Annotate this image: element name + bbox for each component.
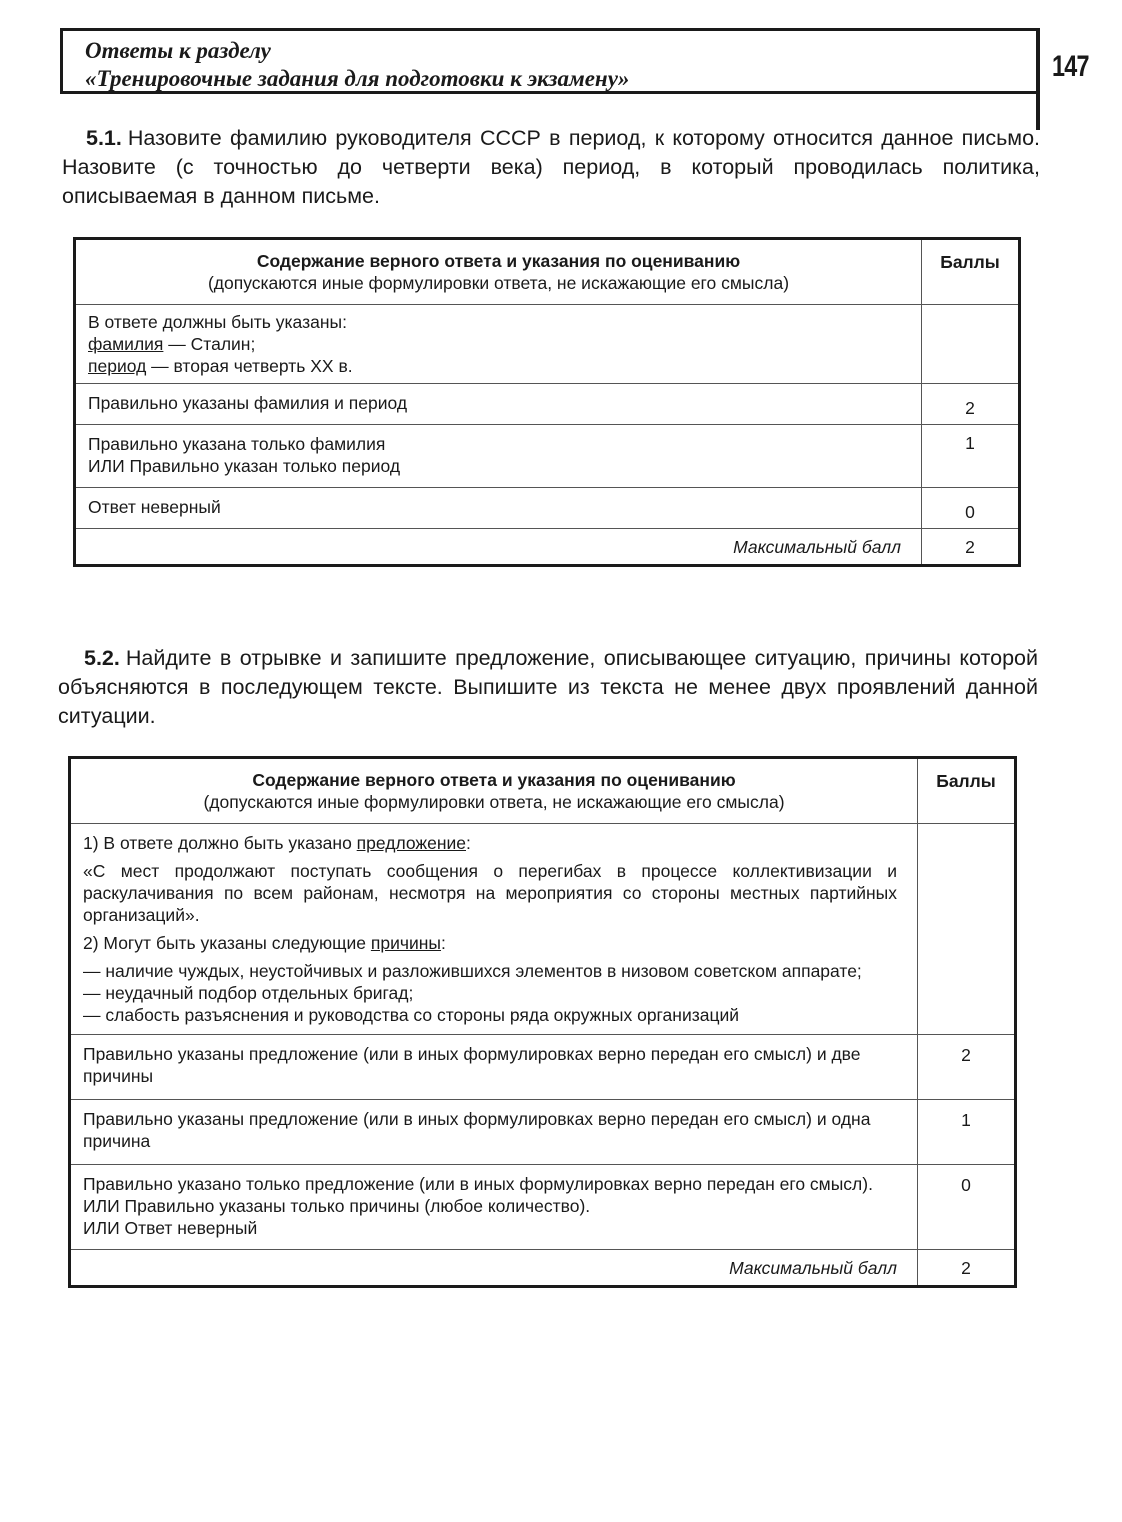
grading-table-5-1 xyxy=(73,237,1021,567)
score-value: 0 xyxy=(918,1165,1016,1250)
score-cell-empty xyxy=(922,305,1020,384)
table-row xyxy=(75,305,1020,384)
question-5-2 xyxy=(58,644,1038,731)
question-number: 5.1. xyxy=(86,126,122,150)
answer-intro: В ответе должны быть указаны: xyxy=(88,312,347,332)
score-header: Баллы xyxy=(918,758,1016,824)
reason-item: — слабость разъяснения и руководства со стороны ряда окружных организаций xyxy=(83,1005,740,1025)
answer-term: причины xyxy=(370,933,442,953)
table-header-row xyxy=(75,239,1020,305)
question-text: Найдите в отрывке и запишите предложение, описывающее ситуацию, причины которой объясняются в последующем тексте. Выпишите из текста не менее двух проявлений данной ситуации. xyxy=(58,646,1038,728)
score-value: 2 xyxy=(922,384,1020,425)
max-score-value: 2 xyxy=(922,529,1020,566)
answer-content xyxy=(75,305,922,384)
criterion-text: Правильно указано только предложение (или в иных формулировках верно передан его смысл). ИЛИ Правильно указаны только причины (любое количество). ИЛИ Ответ неверный xyxy=(70,1165,918,1250)
question-text: Назовите фамилию руководителя СССР в период, к которому относится данное письмо. Назовите (с точностью до четверти века) период, в который проводилась политика, описываемая в данном письме. xyxy=(62,126,1040,208)
section-header-line1: Ответы к разделу xyxy=(85,38,271,63)
content-header-title: Содержание верного ответа и указания по оцениванию xyxy=(256,251,741,271)
score-value: 0 xyxy=(922,488,1020,529)
table-max-row xyxy=(75,529,1020,566)
table-header-row xyxy=(70,758,1016,824)
answer-term: фамилия xyxy=(88,334,164,354)
header-rule xyxy=(1036,28,1040,130)
page-number: 147 xyxy=(1052,50,1089,83)
grading-table-5-2 xyxy=(68,756,1017,1288)
table-max-row xyxy=(70,1250,1016,1287)
score-value: 2 xyxy=(918,1035,1016,1100)
table-row xyxy=(70,1035,1016,1100)
max-score-label: Максимальный балл xyxy=(70,1250,918,1287)
table-row xyxy=(70,824,1016,1035)
section-header xyxy=(60,28,1036,94)
question-5-1 xyxy=(62,124,1040,211)
answer-quote: «С мест продолжают поступать сообщения о перегибах в процессе коллективизации и раскулачивания по всем районам, несмотря на мероприятия со стороны местных партийных организаций». xyxy=(83,861,897,925)
criterion-text: Правильно указана только фамилия ИЛИ Правильно указан только период xyxy=(75,425,922,488)
question-number: 5.2. xyxy=(84,646,120,670)
table-row xyxy=(75,488,1020,529)
max-score-value: 2 xyxy=(918,1250,1016,1287)
score-header: Баллы xyxy=(922,239,1020,305)
answer-item: фамилия — Сталин; xyxy=(88,334,256,354)
answer-point-2: 2) Могут быть указаны следующие причины: xyxy=(83,933,446,953)
answer-point-1: 1) В ответе должно быть указано предложение: xyxy=(83,833,471,853)
score-value: 1 xyxy=(918,1100,1016,1165)
score-cell-empty xyxy=(918,824,1016,1035)
score-value: 1 xyxy=(922,425,1020,488)
content-header xyxy=(70,758,918,824)
criterion-text: Правильно указаны предложение (или в иных формулировках верно передан его смысл) и одна причина xyxy=(70,1100,918,1165)
content-header-subtitle: (допускаются иные формулировки ответа, не искажающие его смысла) xyxy=(207,273,790,293)
max-score-label: Максимальный балл xyxy=(75,529,922,566)
content-header-subtitle: (допускаются иные формулировки ответа, не искажающие его смысла) xyxy=(203,792,785,812)
table-row xyxy=(75,384,1020,425)
reason-item: — наличие чуждых, неустойчивых и разложившихся элементов в низовом советском аппарате; xyxy=(83,961,862,981)
criterion-text: Правильно указаны фамилия и период xyxy=(75,384,922,425)
answer-term: период xyxy=(88,356,147,376)
table-row xyxy=(75,425,1020,488)
content-header-title: Содержание верного ответа и указания по оцениванию xyxy=(252,770,736,790)
content-header xyxy=(75,239,922,305)
criterion-text: Правильно указаны предложение (или в иных формулировках верно передан его смысл) и две причины xyxy=(70,1035,918,1100)
criterion-text: Ответ неверный xyxy=(75,488,922,529)
answer-item: период — вторая четверть XX в. xyxy=(88,356,353,376)
reason-item: — неудачный подбор отдельных бригад; xyxy=(83,983,414,1003)
section-header-line2: «Тренировочные задания для подготовки к экзамену» xyxy=(85,66,630,91)
table-row xyxy=(70,1165,1016,1250)
table-row xyxy=(70,1100,1016,1165)
answer-term: предложение xyxy=(356,833,466,853)
answer-content xyxy=(70,824,918,1035)
